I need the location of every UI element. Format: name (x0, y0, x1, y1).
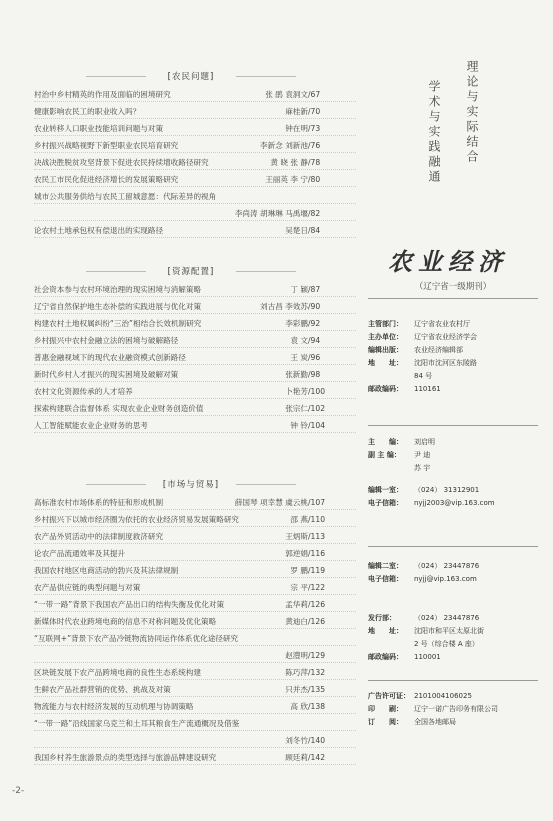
entry-title: 论农产品流通效率及其提升 (34, 549, 126, 558)
info-value: （024） 23447876 (414, 562, 480, 570)
toc-entry[interactable] (26, 368, 356, 382)
info-label: 电子信箱： (368, 575, 403, 583)
info-label: 编辑二室： (368, 562, 403, 570)
entry-title: 社会资本参与农村环境治理的现实困境与消解策略 (34, 285, 202, 294)
entry-author: 郭逆娟 (285, 549, 308, 558)
entry-page: /140 (308, 736, 326, 745)
info-label: 订 阅： (368, 718, 403, 726)
info-line (368, 436, 435, 449)
entry-author: 李新念 刘新池 (260, 141, 308, 150)
row-divider (34, 101, 356, 102)
toc-entry[interactable] (26, 300, 356, 314)
divider (368, 425, 538, 426)
info-label: 主管部门： (368, 320, 403, 328)
toc-entry[interactable] (26, 632, 356, 646)
entry-author: 钟在明 (285, 124, 308, 133)
row-divider (34, 169, 356, 170)
toc-entry[interactable] (26, 751, 356, 765)
info-value: 农业经济编辑部 (414, 346, 463, 354)
row-divider (34, 628, 356, 629)
info-value: 尹 迪 (414, 451, 431, 459)
entry-title: 农产品供应链的典型问题与对策 (34, 583, 141, 592)
divider (368, 546, 538, 547)
entry-page: /92 (308, 319, 321, 328)
toc-entry[interactable] (26, 530, 356, 544)
entry-page: /113 (308, 532, 326, 541)
row-divider (34, 560, 356, 561)
entry-title: 普惠金融视域下的现代农业融资模式创新路径 (34, 353, 186, 362)
entry-author: 钟 铃 (290, 421, 308, 430)
row-divider (34, 118, 356, 119)
info-line (368, 484, 495, 497)
row-divider (34, 679, 356, 680)
entry-page: /67 (308, 90, 321, 99)
entry-title: 物流能力与农村经济发展的互动机理与协调策略 (34, 702, 194, 711)
entry-title: 辽宁省自然保护地生态补偿的实践进展与优化对策 (34, 302, 202, 311)
entry-title: 村治中乡村精英的作用及面临的困境研究 (34, 90, 171, 99)
table-of-contents (26, 60, 356, 780)
entry-title: 乡村振兴中农村金融立法的困境与破解路径 (34, 336, 179, 345)
info-block (368, 436, 435, 475)
info-value: 沈阳市沈河区东陵路 (414, 359, 477, 367)
info-line (368, 612, 484, 625)
info-value: 2 号（综合楼 A 座） (414, 640, 479, 648)
toc-entry[interactable] (26, 496, 356, 510)
info-line (368, 383, 477, 396)
info-value: （024） 23447876 (414, 614, 480, 622)
toc-entry[interactable] (26, 139, 356, 153)
magazine-subtitle: （辽宁省一级期刊） (414, 282, 492, 292)
row-divider (34, 364, 356, 365)
entry-author: 孟华莉 (285, 600, 308, 609)
entry-author: 邵 燕 (290, 515, 308, 524)
entry-page: /76 (308, 141, 321, 150)
entry-title: 生鲜农产品社群营销的优势、挑战及对策 (34, 685, 171, 694)
entry-author: 张新勤 (285, 370, 308, 379)
row-divider (34, 203, 356, 204)
entry-author: 刘冬竹 (285, 736, 308, 745)
entry-author: 袁 文 (290, 336, 308, 345)
entry-page: /138 (308, 702, 326, 711)
section-heading (26, 70, 356, 82)
entry-title: 乡村振兴战略视野下新型职业农民培育研究 (34, 141, 179, 150)
row-divider (34, 135, 356, 136)
toc-entry[interactable] (26, 700, 356, 714)
toc-entry[interactable] (26, 317, 356, 331)
entry-author: 张 鹃 袁洞文 (265, 90, 308, 99)
entry-page: /90 (308, 302, 321, 311)
entry-author: 王炳斯 (285, 532, 308, 541)
entry-title: 探索构建联合监督体系 实现农业企业财务创造价值 (34, 404, 204, 413)
info-label: 电子信箱： (368, 499, 403, 507)
toc-entry[interactable] (26, 207, 356, 221)
toc-entry[interactable] (26, 717, 356, 731)
toc-entry[interactable] (26, 734, 356, 748)
info-value: 辽宁省农业经济学会 (414, 333, 477, 341)
entry-title: 我国乡村养生旅游景点的类型选择与旅游品牌建设研究 (34, 753, 217, 762)
entry-title: 区块链发展下农产品跨境电商的良性生态系统构建 (34, 668, 202, 677)
toc-entry[interactable] (26, 173, 356, 187)
info-block (368, 560, 479, 586)
info-value: 110001 (414, 653, 441, 661)
toc-entry[interactable] (26, 666, 356, 680)
row-divider (34, 509, 356, 510)
row-divider (34, 398, 356, 399)
entry-author: 宗 平 (290, 583, 308, 592)
info-line (368, 370, 477, 383)
entry-page: /94 (308, 336, 321, 345)
entry-title: “一带一路”背景下我国农产品出口的结构失衡及优化对策 (34, 600, 225, 609)
entry-title: 构建农村土地权属纠纷“三治”相结合长效机制研究 (34, 319, 202, 328)
toc-entry[interactable] (26, 564, 356, 578)
row-divider (34, 237, 356, 238)
row-divider (34, 381, 356, 382)
entry-title: 我国农村地区电商活动的勃兴及其法律规制 (34, 566, 179, 575)
info-line (368, 716, 498, 729)
entry-author: 张宗仁 (285, 404, 308, 413)
row-divider (34, 730, 356, 731)
info-line (368, 344, 477, 357)
row-divider (34, 526, 356, 527)
toc-entry[interactable] (26, 598, 356, 612)
section-title: [市场与贸易] (159, 480, 223, 490)
entry-page: /73 (308, 124, 321, 133)
row-divider (34, 220, 356, 221)
info-value: 2101004106025 (414, 692, 472, 700)
info-label: 编辑一室： (368, 486, 403, 494)
toc-entry[interactable] (26, 385, 356, 399)
toc-entry[interactable] (26, 419, 356, 433)
info-line (368, 560, 479, 573)
toc-entry[interactable] (26, 156, 356, 170)
entry-page: /107 (308, 498, 326, 507)
entry-page: /135 (308, 685, 326, 694)
page-number: -2- (12, 786, 25, 796)
entry-page: /102 (308, 404, 326, 413)
section-heading (26, 265, 356, 277)
entry-page: /126 (308, 617, 326, 626)
info-value: nyjj@vip.163.com (414, 575, 477, 583)
row-divider (34, 577, 356, 578)
row-divider (34, 645, 356, 646)
entry-page: /100 (308, 387, 326, 396)
magazine-title: 农业经济 (388, 247, 508, 276)
row-divider (34, 594, 356, 595)
entry-title: 城市公共服务供给与农民工留城意愿：代际差异的视角 (34, 192, 217, 201)
entry-title: 高标准农村市场体系的特征和形成机制 (34, 498, 164, 507)
row-divider (34, 330, 356, 331)
entry-title: 健康影响农民工的职业收入吗？ (34, 107, 141, 116)
row-divider (34, 296, 356, 297)
entry-author: 麻桂新 (285, 107, 308, 116)
entry-title: 新媒体时代农业跨境电商的信息不对称问题及优化策略 (34, 617, 217, 626)
row-divider (34, 611, 356, 612)
info-block (368, 612, 484, 664)
info-line (368, 638, 484, 651)
entry-title: “互联网+”背景下农产品冷链物流协同运作体系优化途径研究 (34, 634, 239, 643)
info-line (368, 625, 484, 638)
info-line (368, 703, 498, 716)
info-label: 邮政编码： (368, 385, 403, 393)
info-label: 地 址： (368, 359, 403, 367)
section-title: [资源配置] (164, 267, 219, 277)
entry-page: /142 (308, 753, 326, 762)
entry-author: 王丽英 李 宁 (265, 175, 308, 184)
row-divider (34, 662, 356, 663)
info-label: 地 址： (368, 627, 403, 635)
entry-title: 农民工市民化促进经济增长的发展策略研究 (34, 175, 179, 184)
row-divider (34, 713, 356, 714)
row-divider (34, 415, 356, 416)
row-divider (34, 696, 356, 697)
entry-title: 论农村土地承包权有偿退出的实现路径 (34, 226, 164, 235)
info-value: 辽宁一诺广告印务有限公司 (414, 705, 498, 713)
slogan-left: 学术与实践融通 (427, 80, 441, 185)
entry-page: /98 (308, 370, 321, 379)
info-label: 发行部： (368, 614, 396, 622)
info-label: 主办单位： (368, 333, 403, 341)
entry-title: 新时代乡村人才振兴的现实困境及破解对策 (34, 370, 179, 379)
entry-page: /84 (308, 226, 321, 235)
entry-page: /110 (308, 515, 326, 524)
info-label: 印 刷： (368, 705, 403, 713)
info-value: nyjj2003@vip.163.com (414, 499, 495, 507)
divider (368, 298, 538, 299)
section-heading (26, 478, 356, 490)
toc-entry[interactable] (26, 190, 356, 204)
entry-page: /70 (308, 107, 321, 116)
toc-entry[interactable] (26, 615, 356, 629)
entry-author: 只并杰 (285, 685, 308, 694)
section-title: [农民问题] (164, 72, 219, 82)
toc-entry[interactable] (26, 105, 356, 119)
info-line (368, 462, 435, 475)
entry-title: 决战决胜脱贫攻坚背景下促进农民持续增收路径研究 (34, 158, 209, 167)
entry-page: /132 (308, 668, 326, 677)
row-divider (34, 186, 356, 187)
entry-page: /129 (308, 651, 326, 660)
toc-entry[interactable] (26, 122, 356, 136)
info-line (368, 651, 484, 664)
info-line (368, 331, 477, 344)
info-label: 主 编： (368, 438, 403, 446)
entry-author: 黄 晓 张 静 (270, 158, 308, 167)
toc-entry[interactable] (26, 547, 356, 561)
row-divider (34, 432, 356, 433)
divider (368, 680, 538, 681)
row-divider (34, 764, 356, 765)
entry-author: 黄迪白 (285, 617, 308, 626)
info-value: 刘启明 (414, 438, 435, 446)
entry-author: 王 炭 (290, 353, 308, 362)
entry-author: 李彩鹏 (285, 319, 308, 328)
entry-author: 刘古昌 李效苏 (260, 302, 308, 311)
entry-author: 赵澧明 (285, 651, 308, 660)
info-value: 辽宁省农业农村厅 (414, 320, 470, 328)
entry-page: /82 (308, 209, 321, 218)
toc-entry[interactable] (26, 649, 356, 663)
entry-author: 高 欣 (290, 702, 308, 711)
toc-entry[interactable] (26, 88, 356, 102)
masthead (368, 60, 538, 780)
entry-author: 卜艳芳 (285, 387, 308, 396)
row-divider (34, 747, 356, 748)
info-value: （024） 31312901 (414, 486, 480, 494)
row-divider (34, 313, 356, 314)
info-line (368, 449, 435, 462)
toc-entry[interactable] (26, 513, 356, 527)
entry-page: /116 (308, 549, 326, 558)
toc-entry[interactable] (26, 351, 356, 365)
info-line (368, 690, 498, 703)
entry-page: /119 (308, 566, 326, 575)
info-line (368, 573, 479, 586)
toc-entry[interactable] (26, 224, 356, 238)
entry-page: /80 (308, 175, 321, 184)
info-block (368, 318, 477, 396)
entry-author: 顾廷莉 (285, 753, 308, 762)
info-value: 沈阳市和平区太原北街 (414, 627, 484, 635)
info-label: 邮政编码： (368, 653, 403, 661)
info-label: 副 主 编： (368, 451, 401, 459)
entry-page: /126 (308, 600, 326, 609)
entry-author: 吴楚日 (285, 226, 308, 235)
info-line (368, 318, 477, 331)
info-line (368, 497, 495, 510)
entry-title: 人工智能赋能农业企业财务的思考 (34, 421, 148, 430)
toc-entry[interactable] (26, 334, 356, 348)
slogan-right: 理论与实际结合 (465, 60, 479, 165)
toc-entry[interactable] (26, 683, 356, 697)
info-line (368, 357, 477, 370)
row-divider (34, 543, 356, 544)
entry-author: 丁 颖 (290, 285, 308, 294)
entry-title: 农村文化资源传承的人才培养 (34, 387, 133, 396)
entry-author: 罗 鹏 (290, 566, 308, 575)
info-value: 84 号 (414, 372, 433, 380)
entry-title: “一带一路”沿线国家乌克兰和土耳其粮食生产流通概况及借鉴 (34, 719, 240, 728)
entry-author: 陈巧萍 (285, 668, 308, 677)
info-label: 编辑出版： (368, 346, 403, 354)
entry-page: /104 (308, 421, 326, 430)
row-divider (34, 152, 356, 153)
entry-title: 农业转移人口职业技能培训问题与对策 (34, 124, 164, 133)
info-value: 全国各地邮局 (414, 718, 456, 726)
info-value: 苏 宇 (414, 464, 431, 472)
toc-entry[interactable] (26, 402, 356, 416)
info-value: 110161 (414, 385, 441, 393)
entry-page: /122 (308, 583, 326, 592)
entry-title: 农产品外贸活动中的法律制度救济研究 (34, 532, 164, 541)
toc-entry[interactable] (26, 581, 356, 595)
info-block (368, 484, 495, 510)
row-divider (34, 347, 356, 348)
entry-author: 李尚涛 胡琳琳 马禹堰 (234, 209, 308, 218)
entry-title: 乡村振兴下以城市经济圈为依托的农业经济贸易发展策略研究 (34, 515, 240, 524)
info-block (368, 690, 498, 729)
info-label: 广告许可证： (368, 692, 410, 700)
entry-page: /78 (308, 158, 321, 167)
entry-page: /96 (308, 353, 321, 362)
toc-entry[interactable] (26, 283, 356, 297)
entry-author: 薛国琴 项幸慧 虞云桃 (234, 498, 308, 507)
entry-page: /87 (308, 285, 321, 294)
